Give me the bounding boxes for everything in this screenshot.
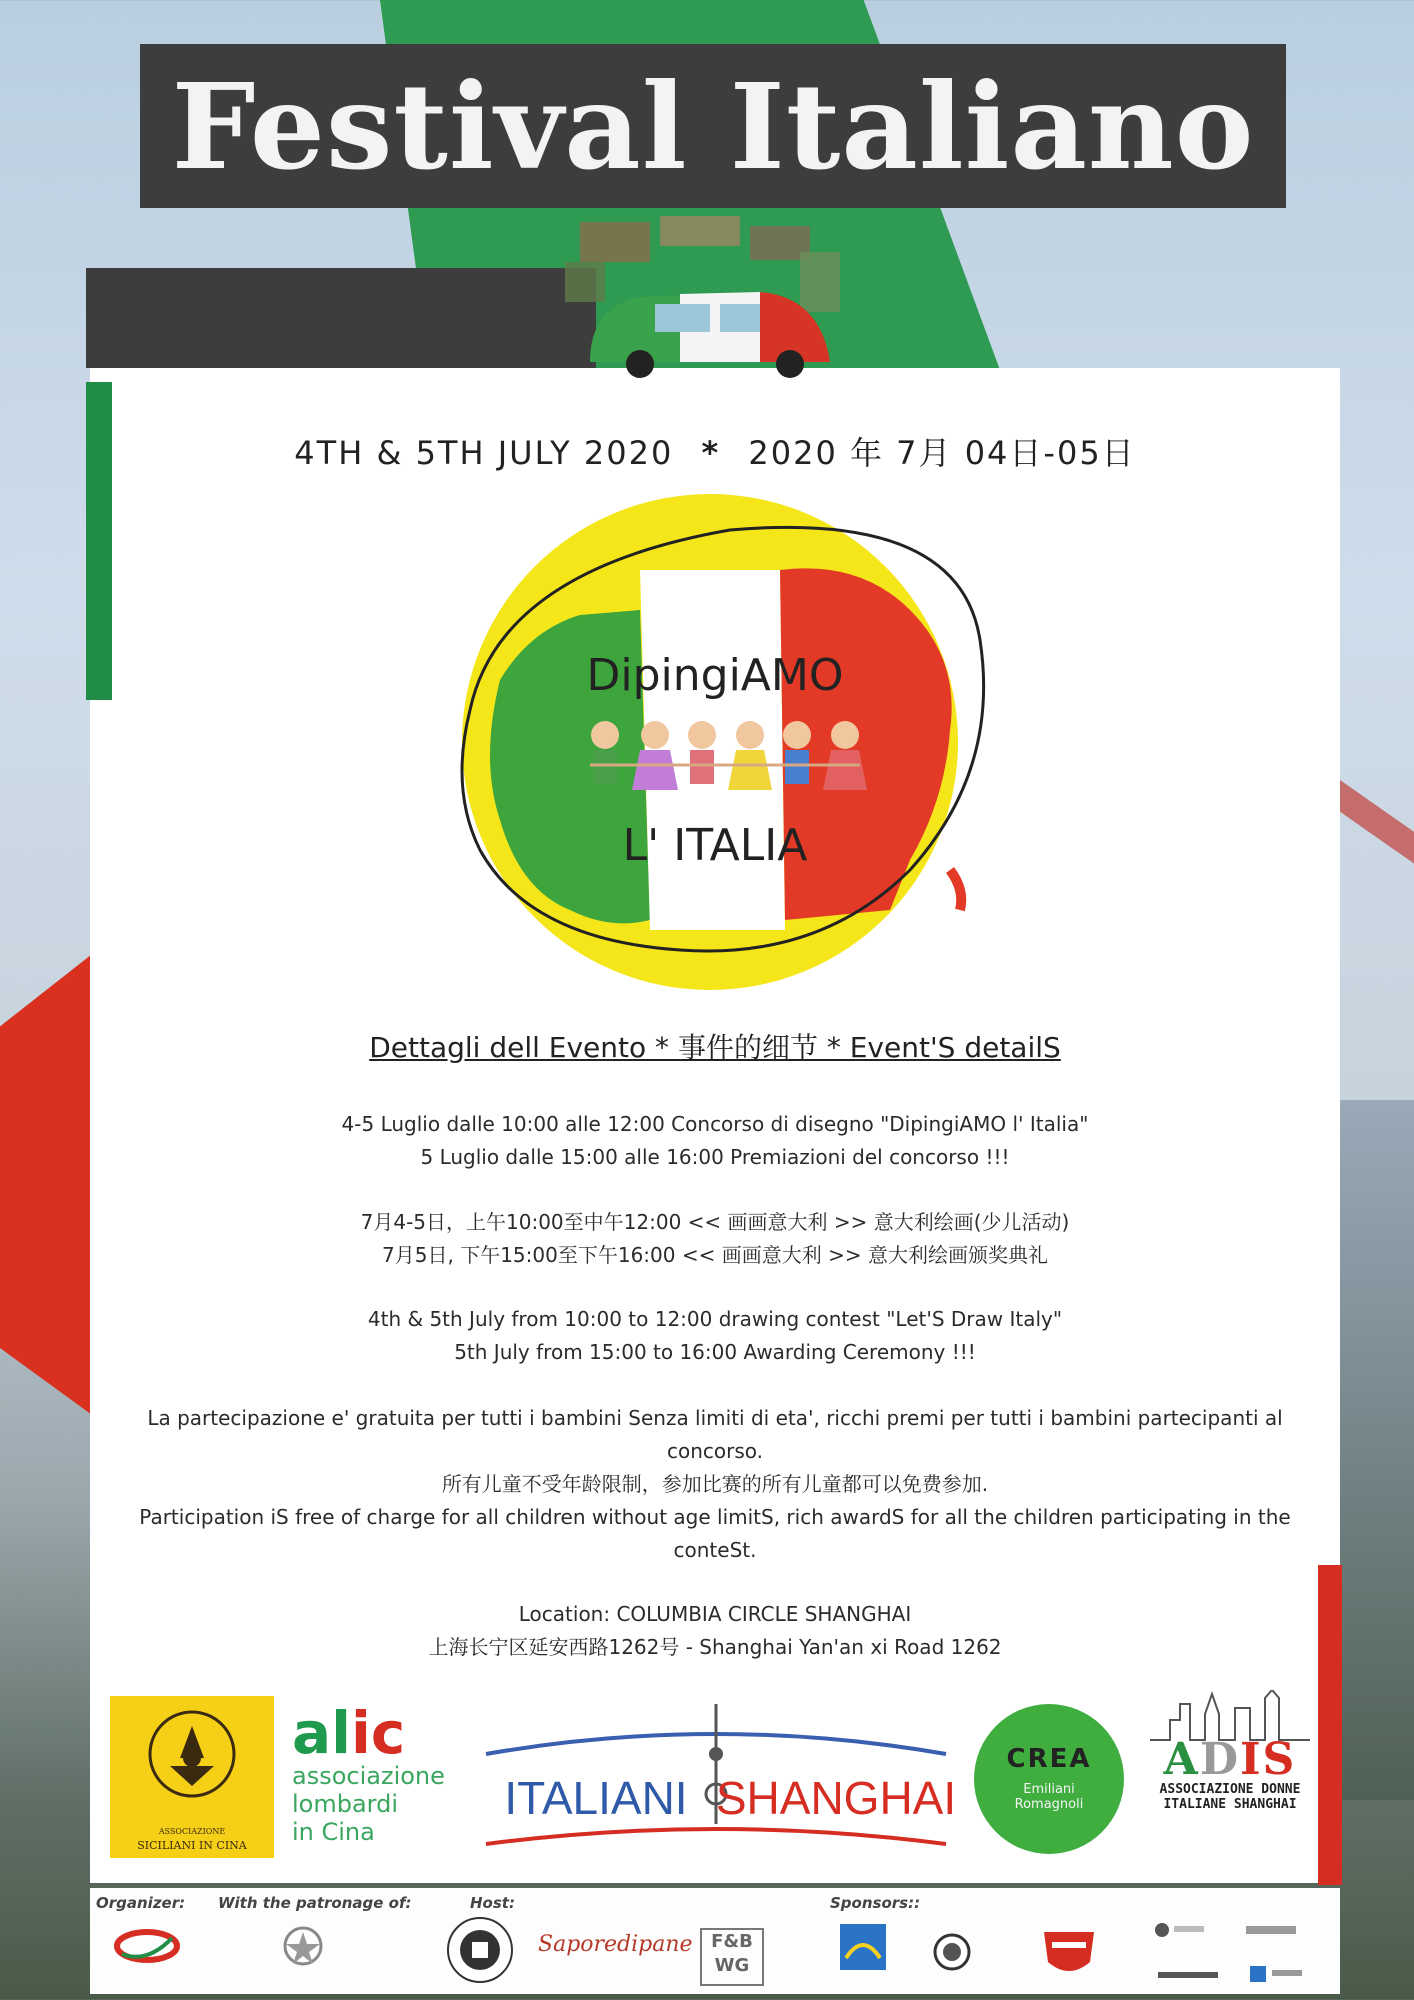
sicilian-association-logo [110, 1696, 274, 1858]
adis-logo [1130, 1686, 1330, 1856]
crea-line2: Romagnoli [1014, 1797, 1084, 1812]
dark-band [86, 268, 596, 368]
adis-mark [1130, 1734, 1330, 1785]
fbwg-top: F&B [711, 1931, 753, 1952]
host-label: Host: [470, 1894, 515, 1912]
trinacria-icon [110, 1696, 274, 1816]
adis-line1: ASSOCIAZIONE DONNE [1159, 1782, 1301, 1797]
title-banner [140, 44, 1286, 208]
saporedipane-logo: Saporedipane [538, 1932, 693, 1957]
schedule-italian-line1: 4-5 Luglio dalle 10:00 alle 12:00 Concorso di disegno "DipingiAMO l' Italia" [341, 1112, 1089, 1136]
alfa-romeo-logo-icon [932, 1932, 972, 1972]
alic-mark-b: ic [351, 1699, 406, 1767]
partner-logos [90, 1686, 1340, 1866]
sicilian-name: SICILIANI IN CINA [137, 1839, 247, 1852]
adis-line2: ITALIANE SHANGHAI [1163, 1797, 1297, 1812]
adis-mark-a: A [1163, 1734, 1200, 1785]
adis-mark-is: IS [1239, 1734, 1297, 1785]
alic-line2: lombardi [292, 1790, 399, 1818]
organizer-label: Organizer: [96, 1894, 186, 1912]
fiat-car-illustration [560, 212, 860, 378]
schedule-chinese-line2: 7月5日, 下午15:00至下午16:00 << 画画意大利 >> 意大利绘画颁奖典礼 [382, 1243, 1048, 1267]
crea-name: CREA [1006, 1744, 1092, 1774]
event-date [90, 428, 1340, 474]
location-line2: 上海长宁区延安西路1262号 - Shanghai Yan'an xi Road 1262 [428, 1635, 1002, 1659]
italiani-text: ITALIANI [504, 1772, 688, 1824]
participation-english: Participation iS free of charge for all children without age limitS, rich awardS for all the children participating in the conteSt. [139, 1505, 1291, 1562]
date-chinese: 2020 年 7月 04日-05日 [748, 434, 1136, 472]
sponsors-label: Sponsors:: [830, 1894, 921, 1912]
crea-logo [974, 1704, 1124, 1854]
skyline-icon [1150, 1690, 1310, 1742]
adis-mark-d: D [1199, 1734, 1240, 1785]
schedule-english-line1: 4th & 5th July from 10:00 to 12:00 drawing contest "Let'S Draw Italy" [367, 1307, 1063, 1331]
shanghai-text: SHANGHAI [715, 1772, 956, 1824]
alic-mark [292, 1699, 462, 1767]
bottom-credits-bar [90, 1888, 1340, 1994]
fbwg-bottom: WG [714, 1955, 750, 1976]
sponsor-blue-logo-icon [838, 1922, 888, 1976]
schedule-chinese [110, 1206, 1320, 1272]
date-english: 4TH & 5TH JULY 2020 [294, 434, 674, 472]
details-heading: Dettagli dell Evento * 事件的细节 * Event'S detailS [369, 1031, 1061, 1064]
date-separator: * [701, 434, 721, 472]
logo-title-line2: L' ITALIA [622, 820, 808, 871]
fbwg-logo [700, 1928, 764, 1986]
logo-title-line1: DipingiAMO [586, 650, 844, 701]
ducati-logo-icon [1040, 1922, 1098, 1982]
columbia-circle-logo-icon [446, 1916, 514, 1984]
alic-line1: associazione [292, 1762, 445, 1790]
schedule-english-line2: 5th July from 15:00 to 16:00 Awarding Ceremony !!! [454, 1340, 976, 1364]
participation-italian: La partecipazione e' gratuita per tutti i bambini Senza limiti di eta', ricchi premi per tutti i bambini partecipanti al concorso. [147, 1406, 1283, 1463]
italian-republic-emblem-icon [280, 1922, 326, 1976]
organizer-logo-icon [112, 1924, 182, 1970]
dipingiamo-logo [440, 490, 1000, 990]
schedule-italian [110, 1108, 1320, 1174]
alic-mark-a: al [292, 1699, 352, 1767]
italiani-shanghai-logo [476, 1704, 956, 1854]
location-line1: Location: COLUMBIA CIRCLE SHANGHAI [518, 1602, 912, 1626]
participation-info [110, 1402, 1320, 1567]
page-title: Festival Italiano [171, 56, 1255, 196]
schedule-chinese-line1: 7月4-5日，上午10:00至中午12:00 << 画画意大利 >> 意大利绘画(少儿活动) [360, 1210, 1070, 1234]
crea-line1: Emiliani [1023, 1782, 1075, 1797]
participation-chinese: 所有儿童不受年龄限制，参加比赛的所有儿童都可以免费参加. [441, 1472, 989, 1496]
sicilian-assoc-label: ASSOCIAZIONE [158, 1827, 226, 1836]
background-cityscape [1330, 1100, 1414, 1800]
schedule-italian-line2: 5 Luglio dalle 15:00 alle 16:00 Premiazioni del concorso !!! [420, 1145, 1010, 1169]
alic-line3: in Cina [292, 1818, 375, 1846]
piaggio-vespa-logos-icon [1150, 1920, 1320, 1990]
patronage-label: With the patronage of: [218, 1894, 412, 1912]
schedule-english [110, 1303, 1320, 1369]
alic-logo [292, 1699, 462, 1846]
location-info [110, 1598, 1320, 1664]
